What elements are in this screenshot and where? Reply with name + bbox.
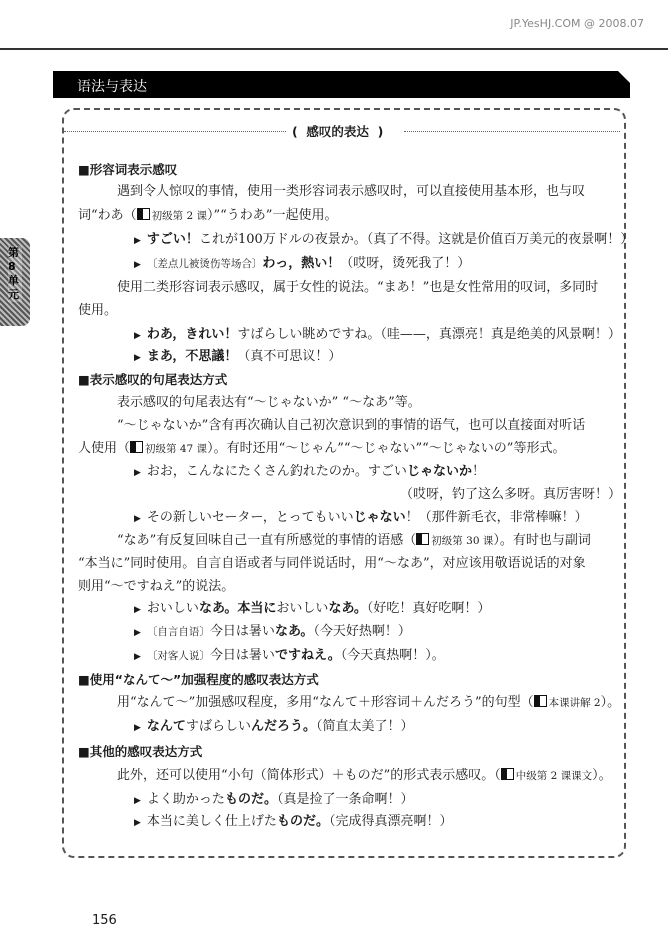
paragraph-line <box>117 183 585 201</box>
top-rule <box>0 48 668 50</box>
example-sentence <box>134 509 588 528</box>
bullet-triangle-icon: ▶ <box>134 514 141 524</box>
paragraph-line <box>117 417 585 435</box>
text-segment: なあ。本当に <box>198 601 277 616</box>
paragraph-line <box>117 767 612 785</box>
example-sentence <box>134 791 413 810</box>
text-segment: 〔差点儿被烫伤等场合〕 <box>146 258 263 270</box>
bullet-triangle-icon: ▶ <box>134 331 141 341</box>
text-segment: すばらしい <box>185 719 251 734</box>
text-segment: （真不可思议！） <box>237 349 342 364</box>
text-segment: 今日は暑い <box>209 624 275 639</box>
text-segment: じゃない <box>353 510 406 525</box>
unit-label: 第8单元 <box>8 246 22 302</box>
text-segment: 词“わあ（ <box>78 208 137 223</box>
text-segment: 则用“～ですねえ”的说法。 <box>78 579 235 594</box>
page-number: 156 <box>92 913 117 928</box>
bullet-triangle-icon: ▶ <box>134 468 141 478</box>
book-reference-icon <box>501 768 514 780</box>
example-sentence <box>134 348 341 367</box>
text-segment: なあ。 <box>328 601 367 616</box>
text-segment: ものだ。 <box>224 792 277 807</box>
text-segment: ■表示感叹的句尾表达方式 <box>78 372 228 387</box>
book-reference-icon <box>416 533 429 545</box>
text-segment: （好吃！真好吃啊！） <box>366 601 491 616</box>
section-heading <box>78 161 177 179</box>
example-sentence <box>134 231 633 250</box>
text-segment: 〔自言自语〕 <box>146 626 210 638</box>
text-segment: なんて <box>146 719 186 734</box>
text-segment: 今日は暑い <box>209 648 275 663</box>
text-segment: 表示感叹的句尾表达有“～じゃないか” “～なあ”等。 <box>117 395 421 410</box>
text-segment: 初级第 30 课 <box>431 535 494 547</box>
text-segment: ■使用“なんて～”加强程度的感叹表达方式 <box>78 672 319 687</box>
text-segment: 使用二类形容词表示感叹，属于女性的说法。“まあ！”也是女性常用的叹词，多同时 <box>117 280 599 295</box>
paragraph-line <box>117 394 421 412</box>
bullet-triangle-icon: ▶ <box>134 796 141 806</box>
paragraph-line <box>78 302 117 320</box>
box-title: ( 感叹的表达 ) <box>292 124 384 139</box>
text-segment: 本课讲解 2 <box>548 697 601 709</box>
paragraph-line <box>78 555 586 573</box>
text-segment: なあ。 <box>274 624 314 639</box>
bullet-triangle-icon: ▶ <box>134 652 141 662</box>
text-segment: ■形容词表示感叹 <box>78 162 178 177</box>
example-sentence <box>134 463 485 482</box>
text-segment: （真是捡了一条命啊！） <box>276 792 414 807</box>
section-heading <box>78 743 202 761</box>
text-segment: （今天好热啊！） <box>313 624 411 639</box>
bullet-triangle-icon: ▶ <box>134 605 141 615</box>
paragraph-line <box>78 578 234 596</box>
section-heading <box>78 671 319 689</box>
book-reference-icon <box>137 208 150 220</box>
example-sentence <box>134 813 452 832</box>
text-segment: 用“なんて～”加强感叹程度，多用“なんて＋形容词＋んだろう”的句型（ <box>117 695 534 710</box>
text-segment: “なあ”有反复回味自己一直有所感觉的事情的语感（ <box>117 533 417 548</box>
text-segment: わっ，熱い！ <box>262 256 341 271</box>
text-segment: “本当に”同时使用。自言自语或者与同伴说话时，用“～なあ”，对应该用敬语说话的对象 <box>78 556 586 571</box>
text-segment: 初级第 2 课 <box>151 210 208 222</box>
bullet-triangle-icon: ▶ <box>134 723 141 733</box>
text-segment: ！（那件新毛衣，非常棒嘛！） <box>405 510 588 525</box>
text-segment: ）。 <box>592 768 612 783</box>
text-segment: んだろう。 <box>250 719 316 734</box>
text-segment: 人使用（ <box>78 441 131 456</box>
text-segment: おいしい <box>276 601 329 616</box>
book-reference-icon <box>534 695 547 707</box>
text-segment: まあ，不思議！ <box>146 349 238 364</box>
text-segment: これが100万ドルの夜景か。（真了不得。这就是价值百万美元的夜景啊！） <box>198 232 634 247</box>
section-header-bar <box>53 71 630 98</box>
text-segment: 使用。 <box>78 303 118 318</box>
text-segment: すばらしい眺めですね。（哇——，真漂亮！真是绝美的风景啊！） <box>237 327 621 342</box>
text-segment: （完成得真漂亮啊！） <box>328 814 453 829</box>
text-segment: “～じゃないか”含有再次确认自己初次意识到的事情的语气，也可以直接面对听话 <box>117 418 586 433</box>
dotted-rule <box>404 131 620 132</box>
text-segment: 本当に美しく仕上げた <box>146 814 277 829</box>
bullet-triangle-icon: ▶ <box>134 236 141 246</box>
example-sentence <box>134 647 445 666</box>
paragraph-line <box>78 207 337 225</box>
text-segment: ですねえ。 <box>274 648 341 663</box>
dotted-rule <box>64 131 286 132</box>
paragraph-line <box>117 279 598 297</box>
example-sentence <box>134 600 490 619</box>
text-segment: おお，こんなにたくさん釣れたのか。すごい <box>146 464 407 479</box>
bullet-triangle-icon: ▶ <box>134 818 141 828</box>
section-heading <box>78 371 227 389</box>
example-sentence <box>134 326 621 345</box>
text-segment: その新しいセーター，とってもいい <box>146 510 354 525</box>
folded-corner-icon <box>618 71 630 83</box>
text-segment: ■其他的感叹表达方式 <box>78 744 203 759</box>
bullet-triangle-icon: ▶ <box>134 628 141 638</box>
text-segment: ）。 <box>600 695 621 710</box>
text-segment: おいしい <box>146 601 199 616</box>
paragraph-line <box>117 694 620 712</box>
text-segment: ）”“うわあ”一起使用。 <box>207 208 338 223</box>
watermark-text: JP.YesHJ.COM @ 2008.07 <box>510 17 644 30</box>
text-segment: 初级第 47 课 <box>145 443 208 455</box>
text-segment: じゃないか <box>406 464 472 479</box>
text-segment: 此外，还可以使用“小句（简体形式）＋ものだ”的形式表示感叹。（ <box>117 768 501 783</box>
text-segment: ！ <box>471 464 485 479</box>
paragraph-line <box>400 486 621 504</box>
paragraph-line <box>78 440 565 458</box>
paragraph-line <box>117 532 591 550</box>
bullet-triangle-icon: ▶ <box>134 353 141 363</box>
text-segment: 遇到令人惊叹的事情，使用一类形容词表示感叹时，可以直接使用基本形，也与叹 <box>117 184 586 199</box>
example-sentence <box>134 623 411 642</box>
text-segment: （哎呀，钓了这么多呀。真厉害呀！） <box>400 487 622 502</box>
unit-side-tab <box>0 238 30 326</box>
text-segment: すごい！ <box>146 232 199 247</box>
text-segment: ）。有时还用“～じゃん”“～じゃない”“～じゃないの”等形式。 <box>207 441 566 456</box>
text-segment: ものだ。 <box>276 814 329 829</box>
text-segment: ）。有时也与副词 <box>493 533 591 548</box>
text-segment: よく助かった <box>146 792 225 807</box>
example-sentence <box>134 255 470 274</box>
book-reference-icon <box>130 441 143 453</box>
section-header-title: 语法与表达 <box>77 79 147 95</box>
example-sentence <box>134 718 413 737</box>
text-segment: （哎呀，烫死我了！） <box>340 256 471 271</box>
text-segment: （今天真热啊！）。 <box>340 648 445 663</box>
text-segment: 中级第 2 课课文 <box>515 770 593 782</box>
box-title-row <box>64 122 620 140</box>
text-segment: （简直太美了！） <box>315 719 414 734</box>
text-segment: わあ，きれい！ <box>146 327 238 342</box>
text-segment: 〔对客人说〕 <box>146 650 210 662</box>
bullet-triangle-icon: ▶ <box>134 260 141 270</box>
